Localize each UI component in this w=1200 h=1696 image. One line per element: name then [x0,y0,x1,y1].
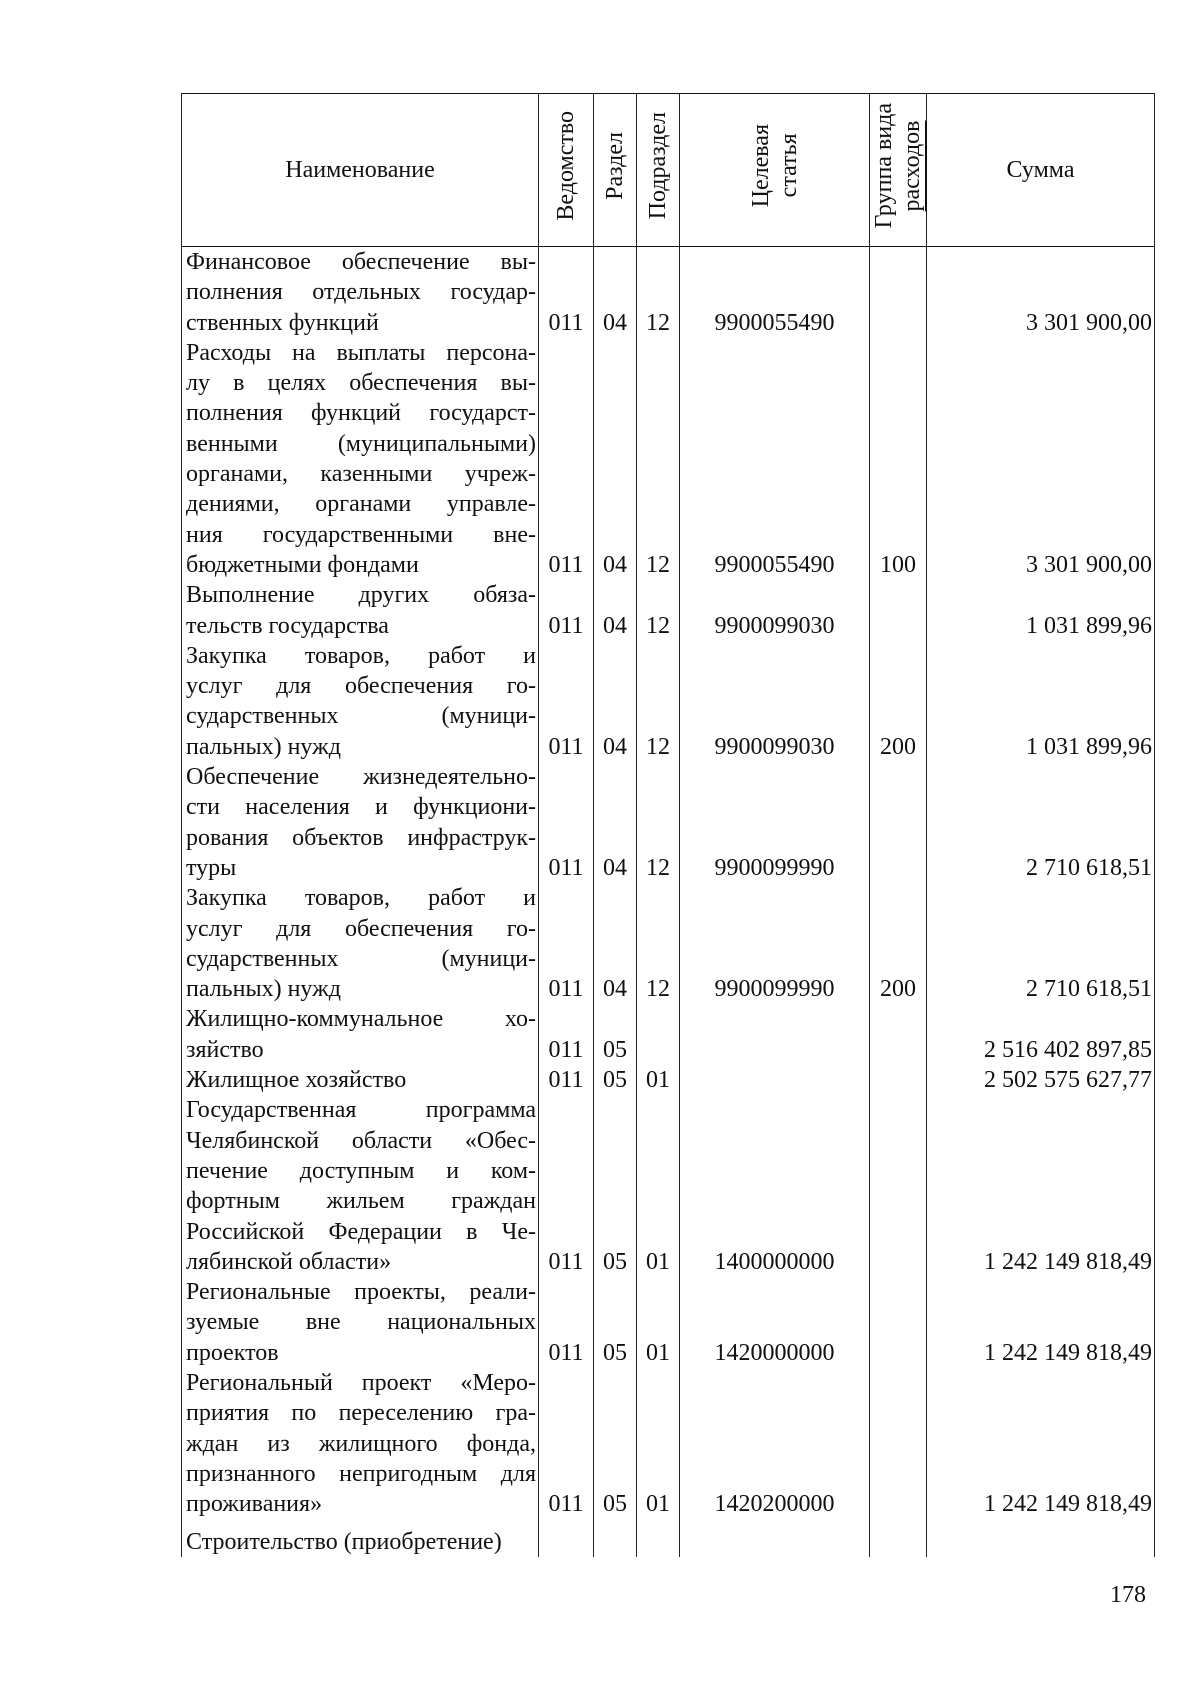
name-line: Российской Федерации в Че- [186,1218,536,1245]
razdel-cell: 04 [594,580,637,641]
name-line: фортным жильем граждан [186,1188,536,1215]
name-cell [182,1065,539,1095]
gruppa-vida-rashodov-cell [870,1095,927,1277]
name-line: бюджетными фондами [186,551,419,578]
gruppa-vida-rashodov-cell [870,1368,927,1519]
celevaya-statya-cell [680,1004,870,1065]
celevaya-statya-cell: 9900099990 [680,883,870,1004]
summa-cell: 3 301 900,00 [927,338,1155,580]
name-cell [182,1368,539,1519]
name-line: Жилищное хозяйство [186,1067,407,1094]
name-line: проектов [186,1339,279,1366]
name-cell [182,762,539,883]
name-line: ждан из жилищного фонда, [186,1430,536,1457]
table-row [182,247,1155,338]
name-line: пальных) нужд [186,976,341,1003]
name-line: услуг для обеспечения го- [186,915,536,942]
vedomstvo-cell: 011 [539,580,594,641]
name-cell [182,1277,539,1368]
celevaya-statya-cell: 1420000000 [680,1277,870,1368]
razdel-cell: 05 [594,1065,637,1095]
summa-cell: 1 031 899,96 [927,580,1155,641]
budget-table [181,93,1155,1557]
vedomstvo-cell: 011 [539,762,594,883]
name-cell [182,641,539,762]
name-line: Выполнение других обяза- [186,582,536,609]
podrazdel-cell: 12 [637,641,680,762]
razdel-cell: 05 [594,1277,637,1368]
name-line: лу в целях обеспечения вы- [186,370,536,397]
name-line: Обеспечение жизнедеятельно- [186,764,536,791]
podrazdel-cell [637,1519,680,1557]
name-cell [182,1095,539,1277]
table-row [182,1065,1155,1095]
name-line: ния государственными вне- [186,521,536,548]
celevaya-statya-cell: 1420200000 [680,1368,870,1519]
page-number: 178 [1110,1582,1146,1608]
table-row [182,883,1155,1004]
table-row [182,1519,1155,1557]
name-line: Государственная программа [186,1097,536,1124]
name-line: тельств государства [186,612,389,639]
gruppa-vida-rashodov-cell [870,1519,927,1557]
name-line: зяйство [186,1036,264,1063]
name-line: туры [186,854,237,881]
celevaya-statya-cell: 1400000000 [680,1095,870,1277]
name-line: Жилищно-коммунальное хо- [186,1006,536,1033]
header-row [182,94,1155,247]
celevaya-statya-cell: 9900099990 [680,762,870,883]
name-line: пальных) нужд [186,733,341,760]
razdel-cell: 05 [594,1095,637,1277]
celevaya-statya-cell: 9900099030 [680,641,870,762]
name-line: зуемые вне национальных [186,1309,536,1336]
header-razdel: Раздел [594,94,637,247]
name-line: Закупка товаров, работ и [186,642,536,669]
podrazdel-cell: 12 [637,580,680,641]
gruppa-vida-rashodov-cell [870,247,927,338]
celevaya-statya-cell [680,1065,870,1095]
table-row [182,641,1155,762]
header-vedomstvo: Ведомство [539,94,594,247]
podrazdel-cell: 12 [637,762,680,883]
name-line: полнения отдельных государ- [186,279,536,306]
summa-cell: 3 301 900,00 [927,247,1155,338]
celevaya-statya-cell: 9900099030 [680,580,870,641]
name-line: рования объектов инфраструк- [186,824,536,851]
name-line: Региональный проект «Меро- [186,1369,536,1396]
razdel-cell: 04 [594,883,637,1004]
vedomstvo-cell [539,1519,594,1557]
podrazdel-cell: 12 [637,338,680,580]
celevaya-statya-cell: 9900055490 [680,247,870,338]
name-line: приятия по переселению гра- [186,1400,536,1427]
header-gruppa-vida-rashodov: Группа вида расходов [870,94,927,247]
gruppa-vida-rashodov-cell [870,762,927,883]
gruppa-vida-rashodov-cell: 200 [870,883,927,1004]
vedomstvo-cell: 011 [539,338,594,580]
vedomstvo-cell: 011 [539,1004,594,1065]
vedomstvo-cell: 011 [539,1277,594,1368]
name-line: печение доступным и ком- [186,1157,536,1184]
name-line: дениями, органами управле- [186,491,536,518]
name-line: органами, казенными учреж- [186,461,536,488]
gruppa-vida-rashodov-cell [870,580,927,641]
name-cell [182,1519,539,1557]
name-line: сударственных (муници- [186,945,536,972]
name-line: Закупка товаров, работ и [186,885,536,912]
vedomstvo-cell: 011 [539,1368,594,1519]
podrazdel-cell: 01 [637,1095,680,1277]
razdel-cell: 05 [594,1368,637,1519]
gruppa-vida-rashodov-cell [870,1004,927,1065]
summa-cell: 2 710 618,51 [927,762,1155,883]
name-line: услуг для обеспечения го- [186,673,536,700]
table-row [182,1277,1155,1368]
header-name: Наименование [182,94,539,247]
celevaya-statya-cell [680,1519,870,1557]
summa-cell: 1 242 149 818,49 [927,1277,1155,1368]
summa-cell: 2 516 402 897,85 [927,1004,1155,1065]
name-line: сударственных (муници- [186,703,536,730]
vedomstvo-cell: 011 [539,1065,594,1095]
summa-cell: 1 242 149 818,49 [927,1095,1155,1277]
summa-cell [927,1519,1155,1557]
summa-cell: 2 710 618,51 [927,883,1155,1004]
razdel-cell: 05 [594,1004,637,1065]
name-cell [182,247,539,338]
name-line: проживания» [186,1491,323,1518]
razdel-cell [594,1519,637,1557]
name-line: венными (муниципальными) [186,430,536,457]
name-line: лябинской области» [186,1248,392,1275]
name-line: Финансовое обеспечение вы- [186,249,536,275]
name-cell [182,580,539,641]
name-line: полнения функций государст- [186,400,536,427]
name-cell [182,883,539,1004]
gruppa-vida-rashodov-cell [870,1065,927,1095]
table-row [182,1095,1155,1277]
razdel-cell: 04 [594,338,637,580]
razdel-cell: 04 [594,641,637,762]
table-row [182,580,1155,641]
razdel-cell: 04 [594,762,637,883]
name-cell [182,1004,539,1065]
podrazdel-cell: 01 [637,1368,680,1519]
vedomstvo-cell: 011 [539,883,594,1004]
razdel-cell: 04 [594,247,637,338]
summa-cell: 2 502 575 627,77 [927,1065,1155,1095]
vedomstvo-cell: 011 [539,641,594,762]
table-row [182,338,1155,580]
budget-document [181,93,1154,1557]
name-line: Расходы на выплаты персона- [186,339,536,366]
gruppa-vida-rashodov-cell: 100 [870,338,927,580]
gruppa-vida-rashodov-cell [870,1277,927,1368]
summa-cell: 1 031 899,96 [927,641,1155,762]
name-line: признанного непригодным для [186,1460,536,1487]
vedomstvo-cell: 011 [539,1095,594,1277]
podrazdel-cell [637,1004,680,1065]
podrazdel-cell: 01 [637,1277,680,1368]
podrazdel-cell: 12 [637,247,680,338]
celevaya-statya-cell: 9900055490 [680,338,870,580]
header-summa: Сумма [927,94,1155,247]
vedomstvo-cell: 011 [539,247,594,338]
name-cell [182,338,539,580]
name-line: Строительство (приобретение) [186,1529,502,1556]
name-line: Челябинской области «Обес- [186,1127,536,1154]
header-celevaya-statya: Целевая статья [680,94,870,247]
name-line: сти населения и функциони- [186,794,536,821]
table-row [182,762,1155,883]
name-line: Региональные проекты, реали- [186,1279,536,1306]
summa-cell: 1 242 149 818,49 [927,1368,1155,1519]
podrazdel-cell: 12 [637,883,680,1004]
table-row [182,1004,1155,1065]
header-podrazdel: Подраздел [637,94,680,247]
gruppa-vida-rashodov-cell: 200 [870,641,927,762]
table-row [182,1368,1155,1519]
name-line: ственных функций [186,309,379,336]
podrazdel-cell: 01 [637,1065,680,1095]
